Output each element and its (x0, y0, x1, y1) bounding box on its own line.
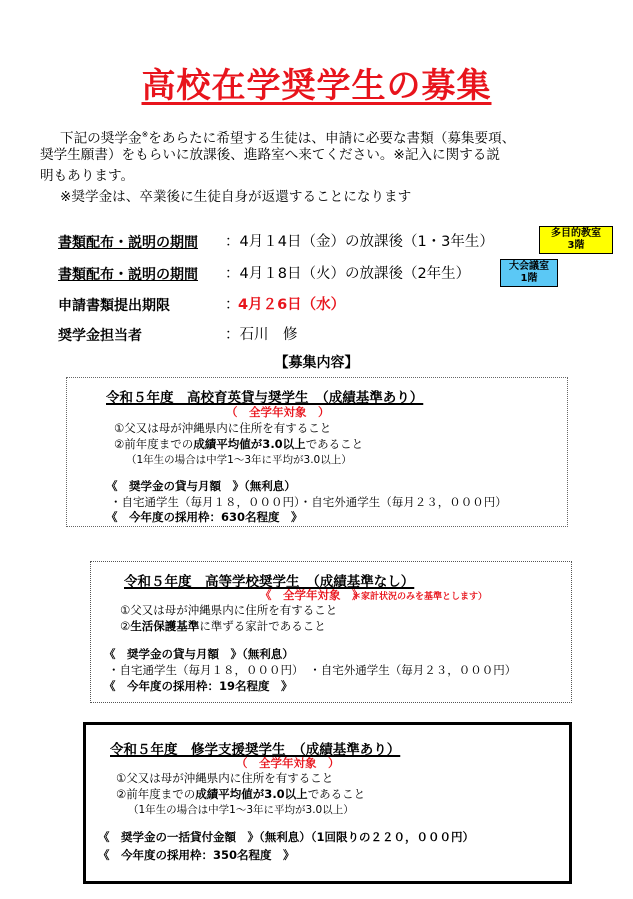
box1-quota: 《 今年度の採用枠：630名程度 》 (106, 510, 303, 524)
room-badge-text: 大会議室 1階 (509, 261, 549, 284)
box3-req2 (116, 786, 365, 802)
box1-req1: ①父又は母が沖縄県内に住所を有すること (114, 421, 332, 435)
req-text: ②前年度までの (116, 787, 196, 801)
req-text: であること (305, 437, 364, 451)
req-text: に準ずる家計であること (199, 619, 326, 633)
box3-amount-head: 《 奨学金の一括貸付金額 》（無利息）（1回限りの２２０，０００円） (98, 830, 474, 844)
box2-target: 《 全学年対象 》 (260, 588, 364, 602)
req-bold: 成績平均値が3.0以上 (193, 437, 306, 451)
intro-line-3: 明もあります。 (40, 168, 135, 184)
deadline-colon: ： (225, 297, 240, 313)
box1-req3: （1年生の場合は中学1～3年に平均が3.0以上） (126, 454, 352, 466)
distribution-period-label-2: 書類配布・説明の期間 (58, 267, 198, 283)
section-heading: 【募集内容】 (274, 355, 359, 371)
req-bold: 成績平均値が3.0以上 (195, 787, 308, 801)
deadline-label: 申請書類提出期限 (58, 298, 170, 314)
req-text: ②前年度までの (114, 437, 194, 451)
box3-req1: ①父又は母が沖縄県内に住所を有すること (116, 771, 334, 785)
intro-text: 下記の奨学金 (60, 130, 142, 147)
box3-target: （ 全学年対象 ） (236, 756, 340, 770)
deadline-value: 4月２6日（水） (238, 297, 346, 313)
box1-req2 (114, 436, 363, 452)
box2-title: 令和５年度 高等学校奨学生 （成績基準なし） (124, 574, 415, 590)
box2-req1: ①父又は母が沖縄県内に住所を有すること (120, 603, 338, 617)
distribution-period-label-1: 書類配布・説明の期間 (58, 235, 198, 251)
page-title: 高校在学奨学生の募集 (141, 66, 492, 106)
box1-amount-head: 《 奨学金の貸与月額 》（無利息） (106, 479, 296, 493)
box3-title: 令和５年度 修学支援奨学生 （成績基準あり） (110, 742, 401, 758)
box2-amount-head: 《 奨学金の貸与月額 》（無利息） (104, 647, 294, 661)
req-bold: 生活保護基準 (130, 619, 200, 633)
box1-title: 令和５年度 高校育英貸与奨学生 （成績基準あり） (106, 390, 424, 406)
box2-target-note: ＊家計状況のみを基準とします） (352, 592, 488, 602)
staff-label: 奨学金担当者 (58, 328, 142, 344)
box2-quota: 《 今年度の採用枠：19名程度 》 (104, 679, 293, 693)
distribution-period-value-2: ：4月１8日（火）の放課後（2年生） (225, 266, 471, 282)
room-badge-text: 多目的教室 3階 (551, 228, 601, 251)
box3-req3: （1年生の場合は中学1～3年に平均が3.0以上） (128, 804, 354, 816)
room-badge-2 (500, 259, 558, 287)
box2-req2 (120, 618, 326, 634)
box3-quota: 《 今年度の採用枠：350名程度 》 (98, 848, 295, 862)
box1-amount: ・自宅通学生（毎月１８，０００円）・自宅外通学生（毎月２３，０００円） (110, 495, 507, 509)
req-text: であること (307, 787, 366, 801)
room-badge-1 (539, 226, 613, 254)
intro-text: をあらたに希望する生徒は、申請に必要な書類（募集要項、 (148, 130, 516, 147)
intro-line-2: 奨学生願書）をもらいに放課後、進路室へ来てください。※記入に関する説 (40, 147, 500, 163)
intro-line-4: ※奨学金は、卒業後に生徒自身が返還することになります (60, 189, 412, 205)
distribution-period-value-1: ：4月１4日（金）の放課後（1・3年生） (225, 234, 494, 250)
staff-value: ：石川 修 (225, 327, 298, 343)
box1-target: （ 全学年対象 ） (226, 405, 330, 419)
intro-mark: ※ (141, 130, 149, 139)
req-text: ② (120, 619, 131, 633)
box2-amount: ・自宅通学生（毎月１８，０００円） ・自宅外通学生（毎月２３，０００円） (108, 663, 517, 677)
